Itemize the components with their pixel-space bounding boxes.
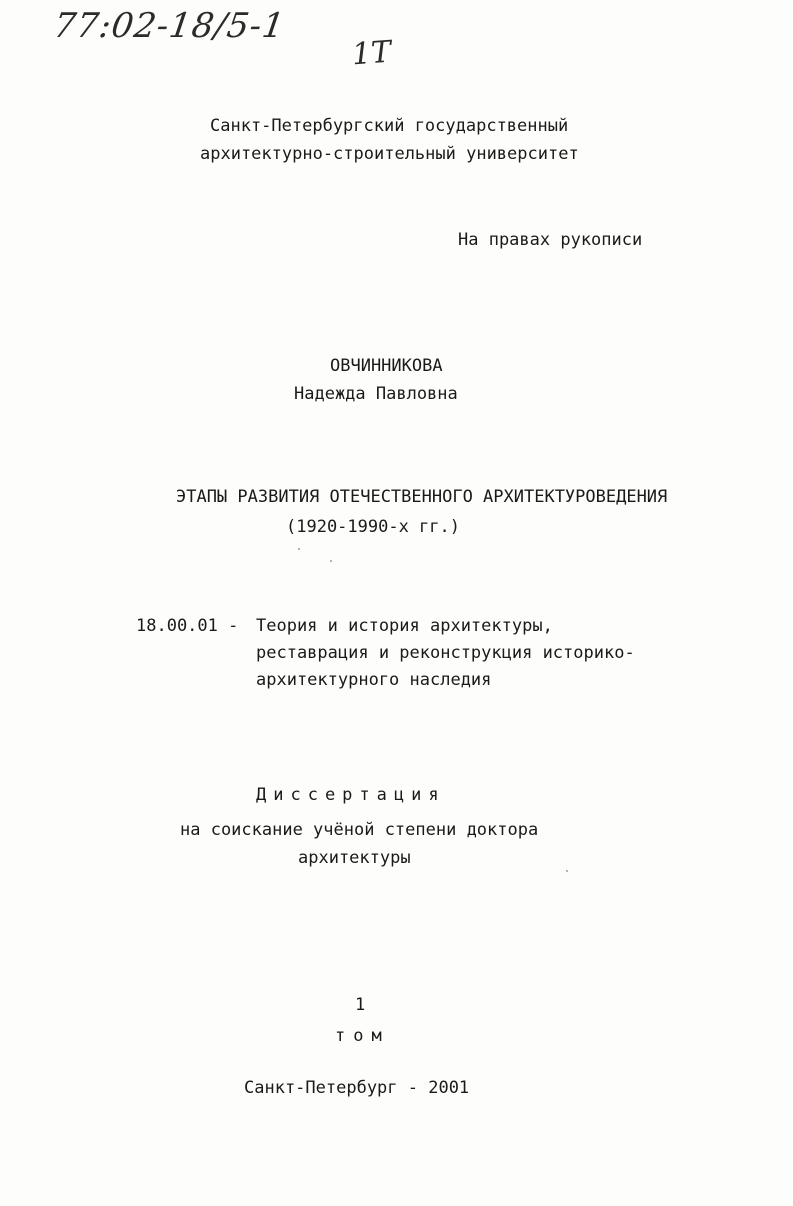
place-and-year: Санкт-Петербург - 2001 (244, 1078, 470, 1098)
work-type-line-2: архитектуры (298, 848, 411, 868)
dissertation-title-line-1: ЭТАПЫ РАЗВИТИЯ ОТЕЧЕСТВЕННОГО АРХИТЕКТУРОВЕДЕНИЯ (176, 487, 668, 507)
institution-line-2: архитектурно-строительный университет (200, 144, 579, 164)
author-surname: ОВЧИННИКОВА (330, 356, 443, 376)
handwritten-mark: 1T (350, 34, 393, 73)
specialty-line-3: архитектурного наследия (256, 670, 492, 690)
work-type-line-1: на соискание учёной степени доктора (180, 820, 539, 840)
paper-speck (298, 548, 300, 550)
paper-speck (330, 560, 332, 562)
paper-speck (566, 870, 568, 872)
volume-number: 1 (355, 995, 366, 1015)
specialty-code: 18.00.01 - (136, 616, 239, 636)
institution-line-1: Санкт-Петербургский государственный (210, 116, 569, 136)
specialty-line-1: Теория и история архитектуры, (256, 616, 553, 636)
dissertation-title-line-2: (1920-1990-х гг.) (286, 517, 460, 537)
volume-label: том (335, 1026, 390, 1046)
rights-note: На правах рукописи (458, 230, 643, 250)
work-type-heading: Диссертация (256, 785, 446, 805)
handwritten-annotation: 77:02-18/5-1 (51, 6, 288, 46)
author-given-names: Надежда Павловна (294, 384, 458, 404)
specialty-line-2: реставрация и реконструкция историко- (256, 643, 635, 663)
